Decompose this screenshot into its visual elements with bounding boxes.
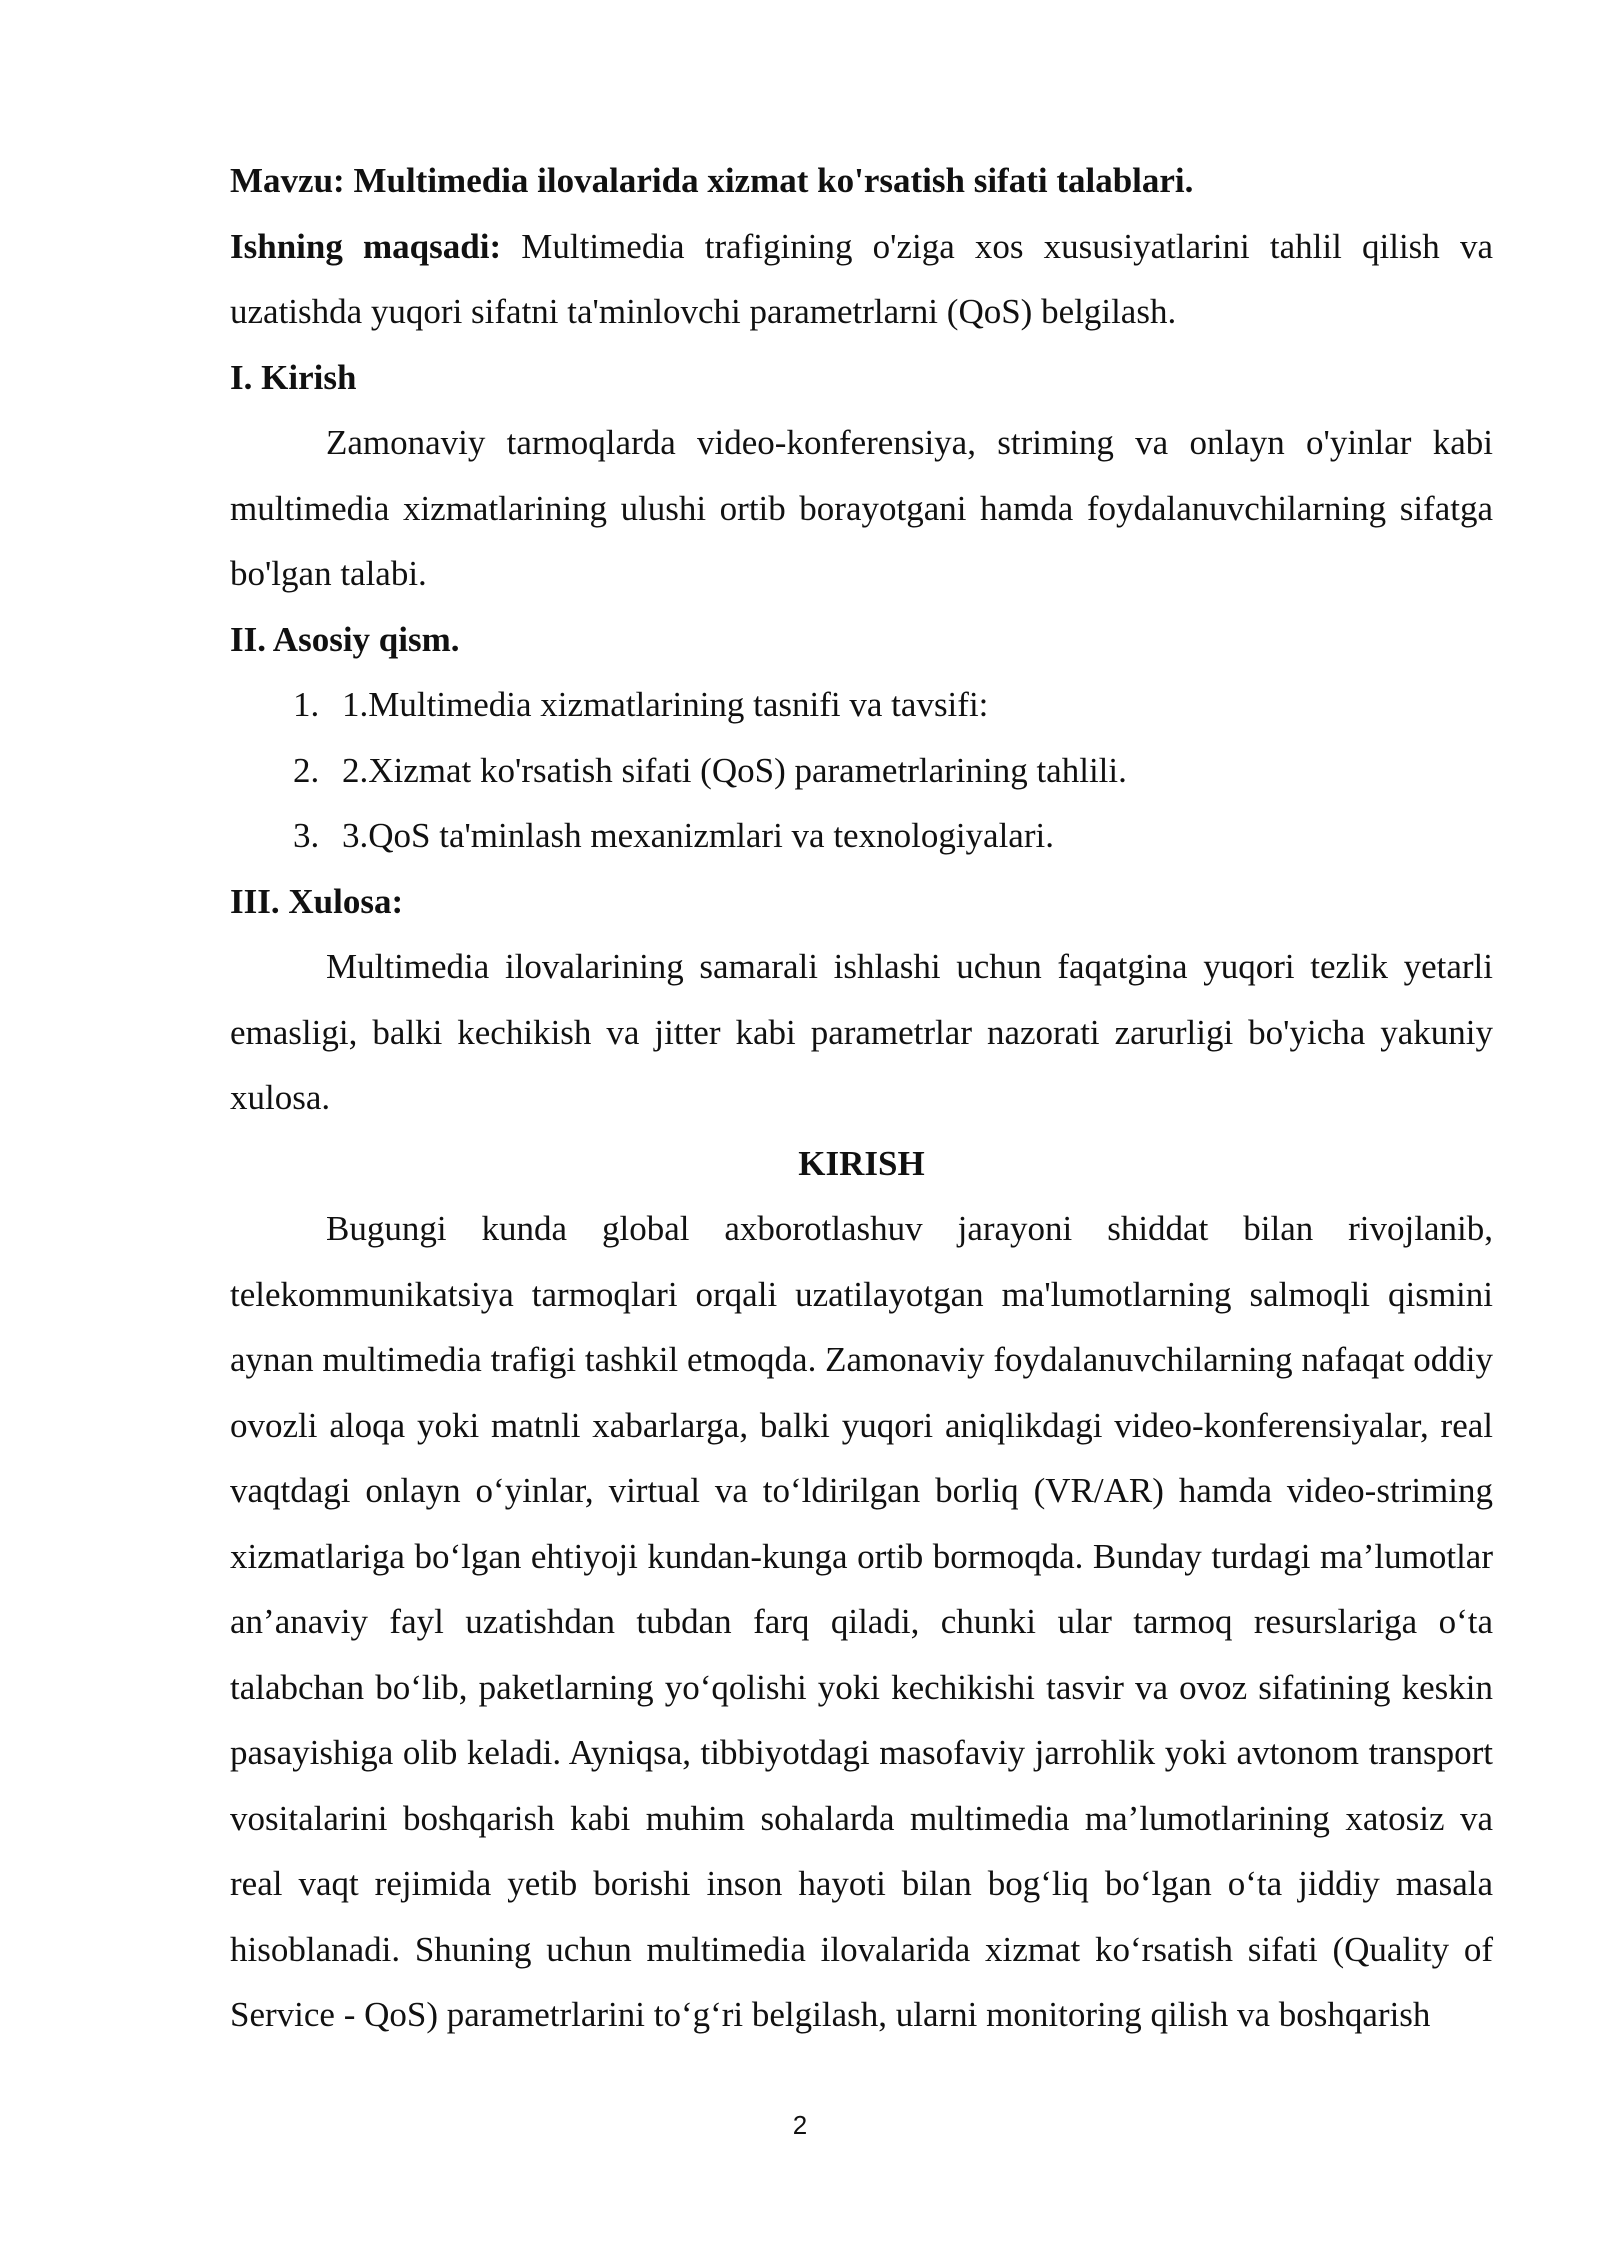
conclusion-heading: III. Xulosa:	[230, 881, 404, 921]
page-number: 2	[792, 2110, 808, 2140]
list-item: 2. 2.Xizmat ko'rsatish sifati (QoS) parametrlarining tahlili.	[328, 738, 1493, 804]
list-item: 1. 1.Multimedia xizmatlarining tasnifi va tavsifi:	[328, 672, 1493, 738]
goal-label: Ishning maqsadi:	[230, 226, 502, 266]
goal-paragraph	[230, 214, 1493, 345]
page-content	[230, 148, 1493, 2048]
list-item: 3. 3.QoS ta'minlash mexanizmlari va texnologiyalari.	[328, 803, 1493, 869]
goal-text: Multimedia trafigining o'ziga xos xususiyatlarini tahlil qilish va uzatishda yuqori sifatni ta'minlovchi parametrlarni (QoS) belgilash.	[230, 226, 1493, 331]
topic-line: Mavzu: Multimedia ilovalarida xizmat ko'rsatish sifati talablari.	[230, 161, 1194, 200]
main-section-list	[230, 672, 1493, 869]
section-paragraph: Bugungi kunda global axborotlashuv jarayoni shiddat bilan rivojlanib, telekommunikatsiya tarmoqlari orqali uzatilayotgan ma'lumotlarning salmoqli qismini aynan multimedia trafigi tashkil etmoqda. Zamonaviy foydalanuvchilarning nafaqat oddiy ovozli aloqa yoki matnli xabarlarga, balki yuqori aniqlikdagi video-konferensiyalar, real vaqtdagi onlayn o‘yinlar, virtual va to‘ldirilgan borliq (VR/AR) hamda video-striming xizmatlariga bo‘lgan ehtiyoji kundan-kunga ortib bormoqda. Bunday turdagi ma’lumotlar an’anaviy fayl uzatishdan tubdan farq qiladi, chunki ular tarmoq resurslariga o‘ta talabchan bo‘lib, paketlarning yo‘qolishi yoki kechikishi tasvir va ovoz sifatining keskin pasayishiga olib keladi. Ayniqsa, tibbiyotdagi masofaviy jarrohlik yoki avtonom transport vositalarini boshqarish kabi muhim sohalarda multimedia ma’lumotlarining xatosiz va real vaqt rejimida yetib borishi inson hayoti bilan bog‘liq bo‘lgan o‘ta jiddiy masala hisoblanadi. Shuning uchun multimedia ilovalarida xizmat ko‘rsatish sifati (Quality of Service - QoS) parametrlarini to‘g‘ri belgilash, ularni monitoring qilish va boshqarish	[230, 1209, 1493, 2034]
main-heading: II. Asosiy qism.	[230, 619, 460, 659]
intro-text: Zamonaviy tarmoqlarda video-konferensiya, striming va onlayn o'yinlar kabi multimedia xizmatlarining ulushi ortib borayotgani hamda foydalanuvchilarning sifatga bo'lgan talabi.	[230, 423, 1493, 593]
conclusion-text: Multimedia ilovalarining samarali ishlashi uchun faqatgina yuqori tezlik yetarli emasligi, balki kechikish va jitter kabi parametrlar nazorati zarurligi bo'yicha yakuniy xulosa.	[230, 947, 1493, 1117]
section-title: KIRISH	[798, 1143, 925, 1183]
intro-heading: I. Kirish	[230, 357, 357, 397]
